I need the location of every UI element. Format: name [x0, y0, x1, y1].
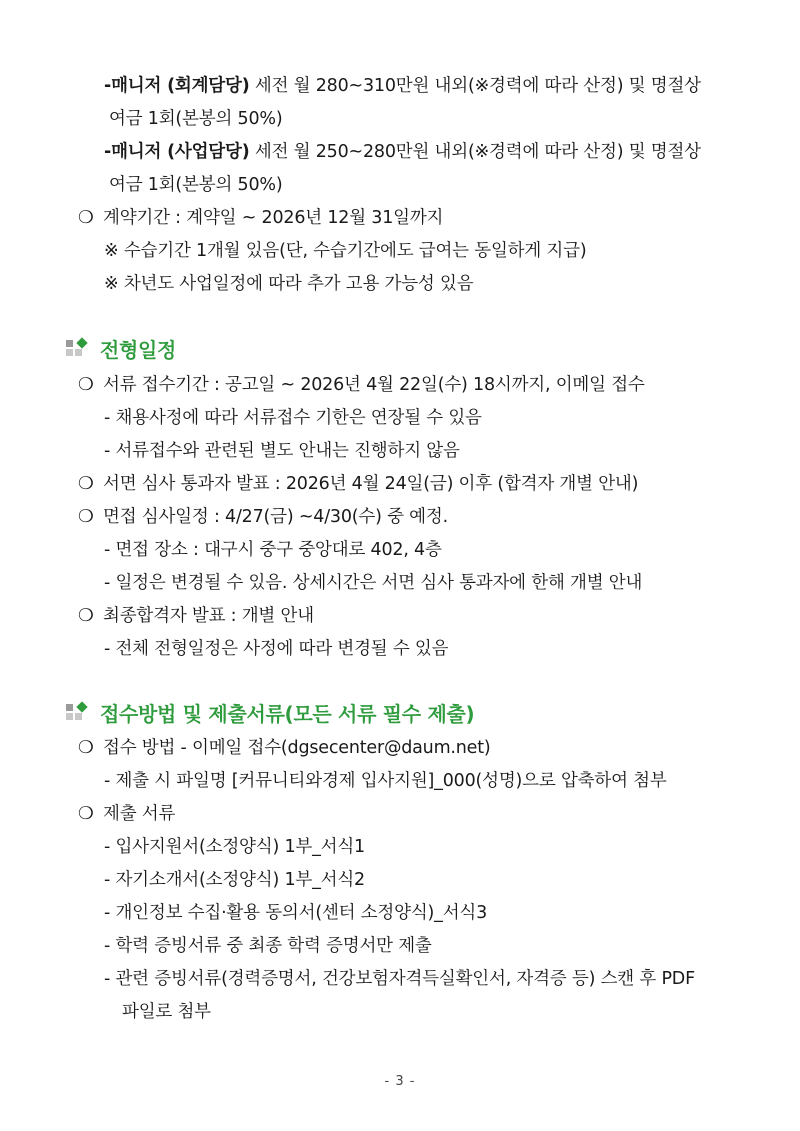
manager-business-desc: 세전 월 250~280만원 내외(※경력에 따라 산정) 및 명절상	[249, 142, 701, 162]
circle-bullet-icon: ❍	[78, 738, 94, 758]
contract-period: 계약기간 : 계약일 ~ 2026년 12월 31일까지	[103, 208, 444, 228]
application-title: 접수방법 및 제출서류(모든 서류 필수 제출)	[100, 701, 475, 726]
application-item: ❍ 제출 서류	[78, 800, 175, 828]
document-item: - 학력 증빙서류 중 최종 학력 증명서만 제출	[104, 936, 432, 956]
salary-accounting-line	[104, 72, 744, 100]
document-item: - 자기소개서(소정양식) 1부_서식2	[104, 870, 365, 890]
circle-bullet-icon: ❍	[78, 804, 94, 824]
document-item: - 입사지원서(소정양식) 1부_서식1	[104, 837, 365, 857]
circle-bullet-icon: ❍	[78, 375, 94, 395]
document-item: - 관련 증빙서류(경력증명서, 건강보험자격득실확인서, 자격증 등) 스캔 후 PDF	[104, 969, 695, 989]
schedule-item: ❍ 면접 심사일정 : 4/27(금) ~4/30(수) 중 예정.	[78, 503, 448, 531]
manager-business-cont: 여금 1회(본봉의 50%)	[109, 175, 283, 195]
application-subitem: - 제출 시 파일명 [커뮤니티와경제 입사지원]_000(성명)으로 압축하여 첨부	[104, 771, 667, 791]
section-bullet-icon	[64, 337, 94, 359]
manager-accounting-desc: 세전 월 280~310만원 내외(※경력에 따라 산정) 및 명절상	[249, 76, 701, 96]
schedule-title: 전형일정	[100, 337, 177, 362]
schedule-item: ❍ 서면 심사 통과자 발표 : 2026년 4월 24일(금) 이후 (합격자 개별 안내)	[78, 470, 638, 498]
schedule-subitem: - 채용사정에 따라 서류접수 기한은 연장될 수 있음	[104, 408, 482, 428]
schedule-item: ❍ 서류 접수기간 : 공고일 ~ 2026년 4월 22일(수) 18시까지, 이메일 접수	[78, 371, 645, 399]
application-item: ❍ 접수 방법 - 이메일 접수(dgsecenter@daum.net)	[78, 734, 491, 762]
salary-business-line	[104, 138, 701, 166]
page-number: - 3 -	[384, 1074, 416, 1089]
manager-accounting-cont: 여금 1회(본봉의 50%)	[109, 109, 283, 129]
manager-business-title: -매니저 (사업담당)	[104, 142, 250, 162]
circle-bullet-icon: ❍	[78, 208, 94, 228]
schedule-subitem: - 면접 장소 : 대구시 중구 중앙대로 402, 4층	[104, 540, 442, 560]
schedule-subitem: - 전체 전형일정은 사정에 따라 변경될 수 있음	[104, 639, 449, 659]
schedule-subitem: - 일정은 변경될 수 있음. 상세시간은 서면 심사 통과자에 한해 개별 안내	[104, 573, 643, 593]
section-heading-application	[64, 697, 474, 727]
circle-bullet-icon: ❍	[78, 474, 94, 494]
circle-bullet-icon: ❍	[78, 606, 94, 626]
schedule-item: ❍ 최종합격자 발표 : 개별 안내	[78, 602, 314, 630]
section-bullet-icon	[64, 701, 94, 723]
manager-accounting-title: -매니저 (회계담당)	[104, 76, 250, 96]
circle-bullet-icon: ❍	[78, 507, 94, 527]
section-heading-schedule	[64, 333, 176, 363]
document-item-cont: 파일로 첨부	[122, 1002, 211, 1022]
contract-note-probation: ※ 수습기간 1개월 있음(단, 수습기간에도 급여는 동일하게 지급)	[104, 241, 587, 261]
contract-note-extension: ※ 차년도 사업일정에 따라 추가 고용 가능성 있음	[104, 274, 474, 294]
contract-period-line	[78, 204, 443, 232]
schedule-subitem: - 서류접수와 관련된 별도 안내는 진행하지 않음	[104, 441, 460, 461]
document-item: - 개인정보 수집·활용 동의서(센터 소정양식)_서식3	[104, 903, 488, 923]
